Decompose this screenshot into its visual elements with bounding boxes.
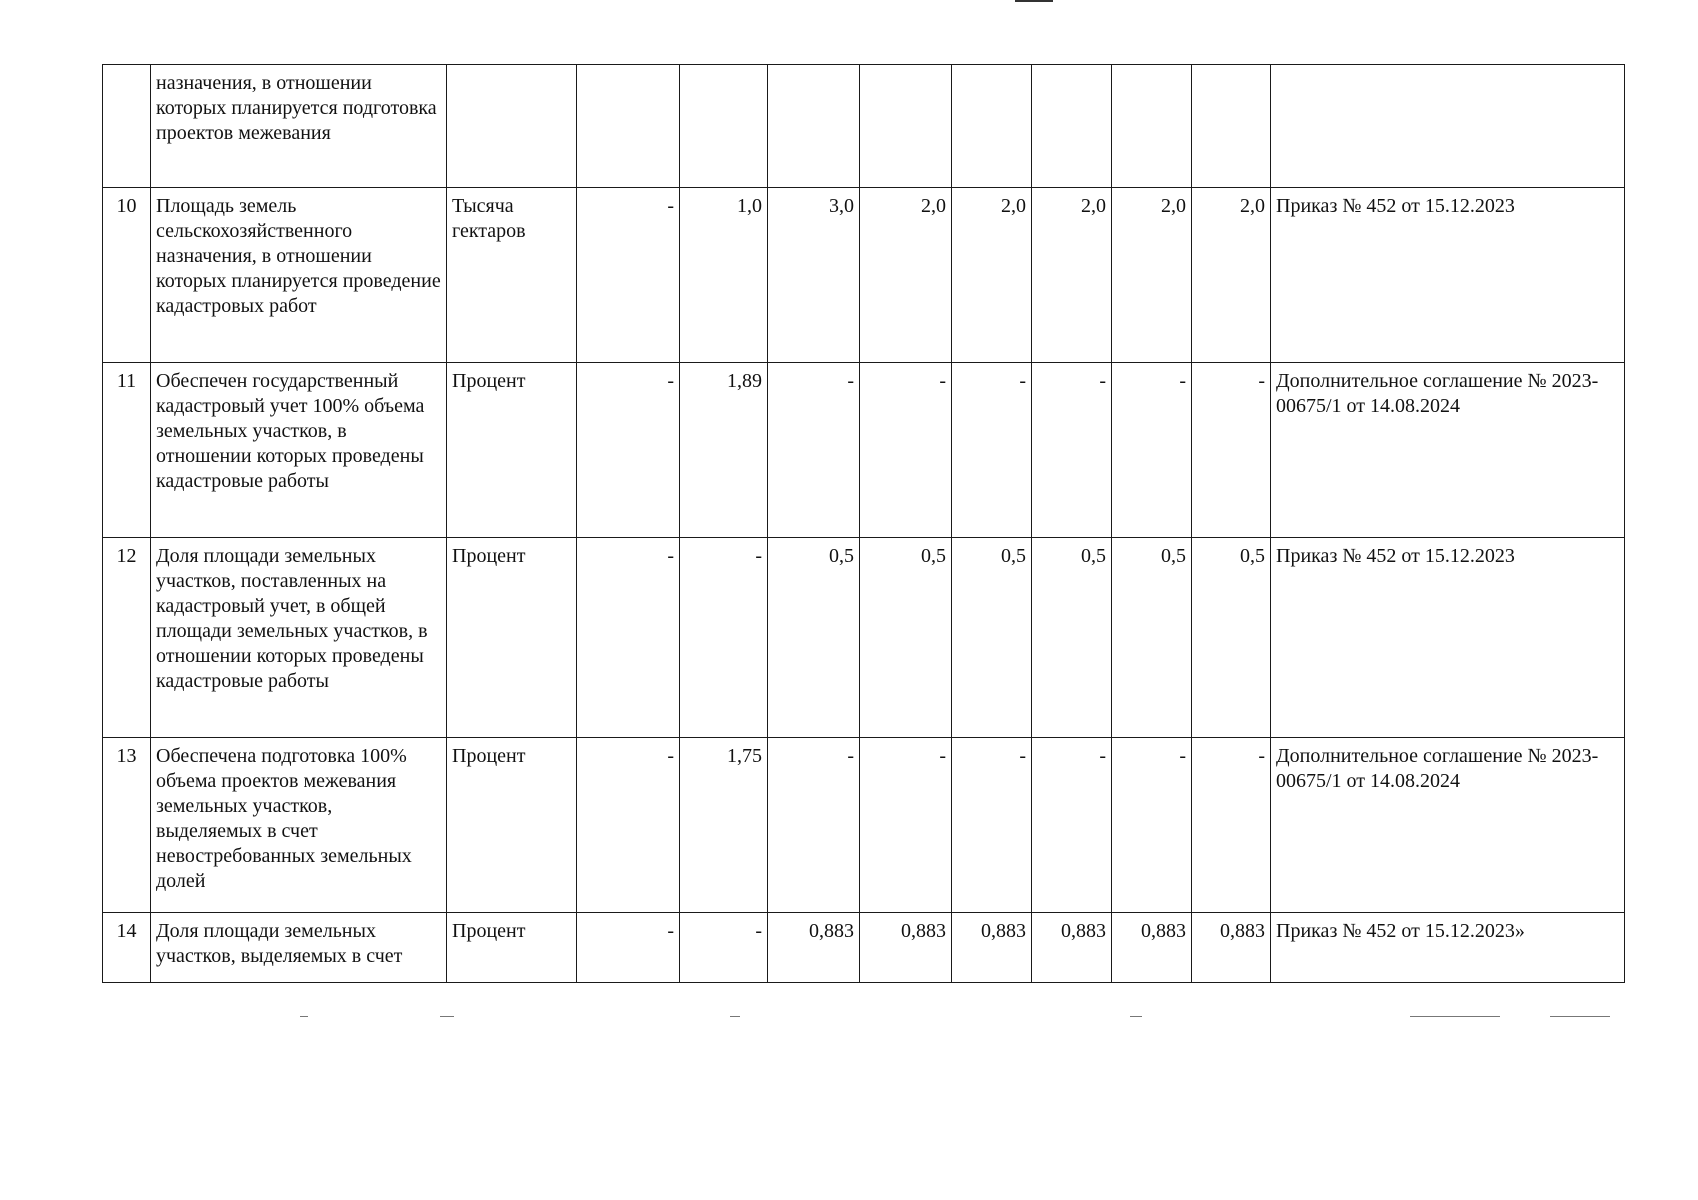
row-number: 12 (103, 538, 151, 738)
source-document: Дополнительное соглашение № 2023-00675/1 от 14.08.2024 (1271, 363, 1625, 538)
table-row (103, 188, 1625, 363)
indicator-table (102, 64, 1625, 983)
value-cell: - (1112, 738, 1192, 913)
unit-cell (447, 65, 577, 188)
value-cell: 0,883 (768, 913, 860, 983)
value-cell (1192, 65, 1271, 188)
top-rule (1015, 0, 1053, 2)
value-cell: - (952, 738, 1032, 913)
indicator-name: Доля площади земельных участков, выделяемых в счет (151, 913, 447, 983)
row-number: 11 (103, 363, 151, 538)
value-cell: 0,883 (860, 913, 952, 983)
value-cell: - (1112, 363, 1192, 538)
value-cell: - (768, 363, 860, 538)
row-number: 13 (103, 738, 151, 913)
table-row (103, 363, 1625, 538)
value-cell: 0,883 (952, 913, 1032, 983)
value-cell: 0,5 (1112, 538, 1192, 738)
value-cell (1112, 65, 1192, 188)
unit-cell: Процент (447, 538, 577, 738)
unit-cell: Процент (447, 738, 577, 913)
scan-artifact-line (440, 1016, 454, 1017)
value-cell: 0,883 (1112, 913, 1192, 983)
value-cell: 2,0 (1032, 188, 1112, 363)
unit-cell: Процент (447, 363, 577, 538)
indicator-name: Доля площади земельных участков, поставленных на кадастровый учет, в общей площади земельных участков, в отношении которых проведены кадастровые работы (151, 538, 447, 738)
value-cell: - (680, 538, 768, 738)
table-row (103, 538, 1625, 738)
row-number: 14 (103, 913, 151, 983)
value-cell: - (577, 913, 680, 983)
unit-cell: Тысяча гектаров (447, 188, 577, 363)
table-row (103, 65, 1625, 188)
indicator-name: Площадь земель сельскохозяйственного назначения, в отношении которых планируется проведение кадастровых работ (151, 188, 447, 363)
value-cell: 0,5 (768, 538, 860, 738)
value-cell: - (1192, 738, 1271, 913)
table-row (103, 738, 1625, 913)
value-cell: - (860, 738, 952, 913)
scan-artifact-line (730, 1016, 740, 1017)
source-document: Приказ № 452 от 15.12.2023» (1271, 913, 1625, 983)
value-cell: - (1032, 738, 1112, 913)
value-cell (1032, 65, 1112, 188)
value-cell (680, 65, 768, 188)
row-number: 10 (103, 188, 151, 363)
value-cell: - (860, 363, 952, 538)
value-cell: 0,5 (860, 538, 952, 738)
source-document (1271, 65, 1625, 188)
scan-artifact-line (300, 1016, 308, 1017)
value-cell: 3,0 (768, 188, 860, 363)
value-cell: 1,75 (680, 738, 768, 913)
value-cell: 0,883 (1032, 913, 1112, 983)
value-cell: 0,5 (1192, 538, 1271, 738)
value-cell: 2,0 (1112, 188, 1192, 363)
value-cell: - (577, 188, 680, 363)
indicator-name: Обеспечена подготовка 100% объема проектов межевания земельных участков, выделяемых в счет невостребованных земельных долей (151, 738, 447, 913)
value-cell: 2,0 (1192, 188, 1271, 363)
scan-artifact-line (1550, 1016, 1610, 1017)
indicator-name: Обеспечен государственный кадастровый учет 100% объема земельных участков, в отношении которых проведены кадастровые работы (151, 363, 447, 538)
value-cell: 2,0 (952, 188, 1032, 363)
source-document: Дополнительное соглашение № 2023-00675/1 от 14.08.2024 (1271, 738, 1625, 913)
scan-artifact-line (1130, 1016, 1142, 1017)
value-cell (768, 65, 860, 188)
source-document: Приказ № 452 от 15.12.2023 (1271, 188, 1625, 363)
value-cell: - (577, 538, 680, 738)
value-cell (860, 65, 952, 188)
indicator-name: назначения, в отношении которых планируется подготовка проектов межевания (151, 65, 447, 188)
value-cell: 1,89 (680, 363, 768, 538)
value-cell (952, 65, 1032, 188)
table-row (103, 913, 1625, 983)
value-cell: 1,0 (680, 188, 768, 363)
value-cell: 2,0 (860, 188, 952, 363)
scan-artifact-line (1410, 1016, 1500, 1017)
value-cell: 0,883 (1192, 913, 1271, 983)
value-cell: - (768, 738, 860, 913)
source-document: Приказ № 452 от 15.12.2023 (1271, 538, 1625, 738)
value-cell (577, 65, 680, 188)
value-cell: 0,5 (952, 538, 1032, 738)
value-cell: - (1192, 363, 1271, 538)
value-cell: - (952, 363, 1032, 538)
unit-cell: Процент (447, 913, 577, 983)
value-cell: - (1032, 363, 1112, 538)
value-cell: 0,5 (1032, 538, 1112, 738)
value-cell: - (577, 363, 680, 538)
value-cell: - (680, 913, 768, 983)
row-number (103, 65, 151, 188)
value-cell: - (577, 738, 680, 913)
